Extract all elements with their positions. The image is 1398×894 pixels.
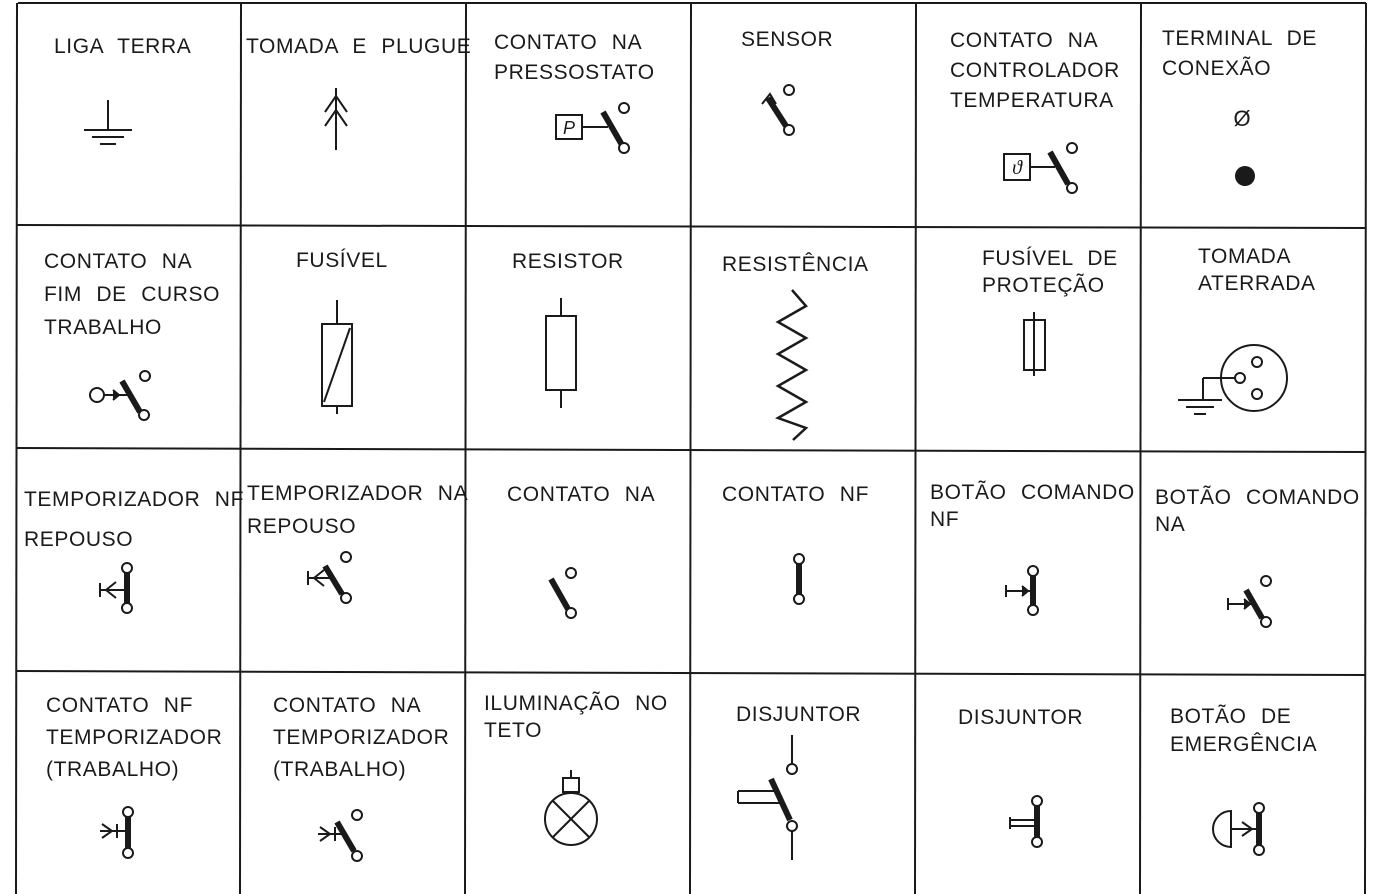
pressure-tag: P	[562, 118, 576, 138]
symbol-label: FUSÍVEL DE PROTEÇÃO	[982, 247, 1118, 297]
symbol-label: DISJUNTOR	[736, 703, 862, 726]
symbol-label: BOTÃO COMANDO NF	[930, 481, 1135, 531]
symbol-label: RESISTOR	[512, 250, 624, 273]
symbol-label: CONTATO NF TEMPORIZADOR (TRABALHO)	[46, 694, 223, 781]
symbol-label: BOTÃO DE EMERGÊNCIA	[1170, 705, 1318, 756]
symbol-label: TOMADA ATERRADA	[1198, 245, 1316, 295]
symbol-label: FUSÍVEL	[296, 249, 388, 272]
terminal-glyph: Ø	[1233, 106, 1251, 131]
symbol-label: TOMADA E PLUGUE	[246, 35, 472, 58]
symbol-label: CONTATO NA	[507, 483, 656, 506]
symbol-label: ILUMINAÇÃO NO TETO	[484, 692, 668, 742]
symbol-label: CONTATO NA FIM DE CURSO TRABALHO	[44, 250, 221, 339]
symbol-label: DISJUNTOR	[958, 706, 1084, 729]
symbol-label: CONTATO NF	[722, 483, 869, 506]
symbol-label: CONTATO NA CONTROLADOR TEMPERATURA	[950, 29, 1120, 112]
temperature-tag: ϑ	[1012, 157, 1022, 179]
symbol-label: CONTATO NA TEMPORIZADOR (TRABALHO)	[273, 694, 450, 781]
symbol-label: TERMINAL DE CONEXÃO	[1162, 27, 1318, 80]
symbol-label: LIGA TERRA	[54, 35, 192, 58]
symbol-label: SENSOR	[741, 28, 834, 51]
symbol-label: CONTATO NA PRESSOSTATO	[494, 31, 655, 84]
symbol-label: TEMPORIZADOR NF REPOUSO	[24, 488, 244, 551]
symbol-label: TEMPORIZADOR NA REPOUSO	[247, 482, 469, 538]
symbol-label: BOTÃO COMANDO NA	[1155, 486, 1360, 536]
symbol-label: RESISTÊNCIA	[722, 253, 869, 276]
